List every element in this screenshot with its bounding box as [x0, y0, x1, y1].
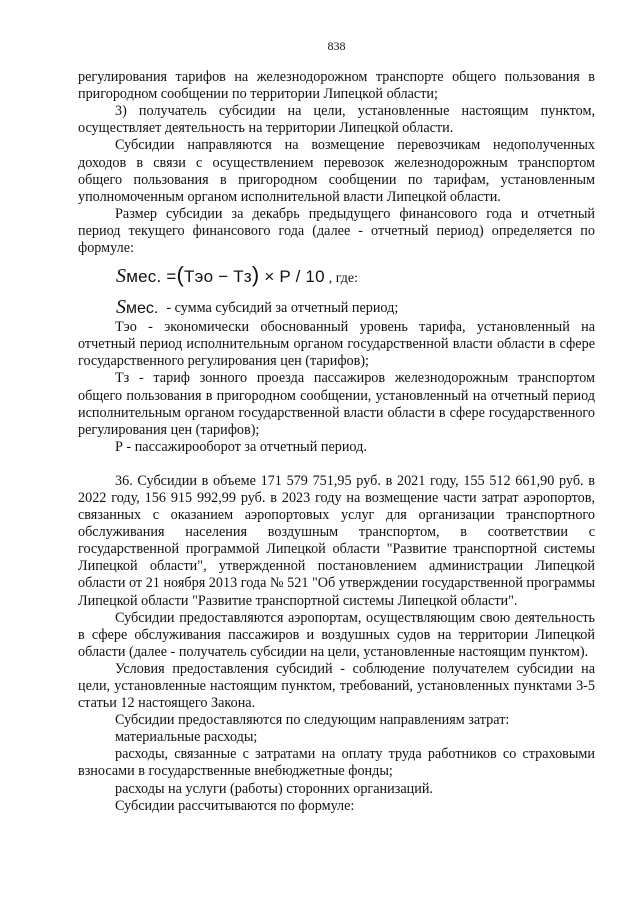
symbol-description: - сумма субсидий за отчетный период; — [166, 300, 399, 317]
formula-close: ) — [251, 261, 260, 287]
formula-rest: P / 10 — [279, 266, 325, 286]
formula-line — [78, 262, 595, 288]
definition-teo: Тэо - экономически обоснованный уровень тарифа, установленный на отчетный период исполнительным органом государственной власти области в сфере государственного регулирования цен (тарифов); — [78, 319, 595, 370]
subsidy-formula — [116, 261, 325, 287]
paragraph-continuation: регулирования тарифов на железнодорожном транспорте общего пользования в пригородном сообщении по территории Липецкой области; — [78, 69, 595, 103]
formula-times: × — [264, 266, 275, 286]
formula-open: ( — [176, 261, 184, 287]
paragraph-item-3: 3) получатель субсидии на цели, установленные настоящим пунктом, осуществляет деятельность на территории Липецкой области. — [78, 103, 595, 137]
formula-term1: Тэо — [183, 266, 214, 286]
paragraph-subsidy-purpose: Субсидии направляются на возмещение перевозчикам недополученных доходов в связи с осуществлением перевозок железнодорожным транспортом общего пользования в пригородном сообщении по тарифам, установленным уполномоченным органом исполнительной власти Липецкой области. — [78, 137, 595, 205]
list-item-services: расходы на услуги (работы) сторонних организаций. — [115, 780, 433, 797]
symbol-definition-line — [78, 293, 595, 317]
paragraph-subsidy-size: Размер субсидии за декабрь предыдущего финансового года и отчетный период текущего финансового года (далее - отчетный период) определяется по формуле: — [78, 205, 595, 257]
formula-eq: = — [166, 266, 177, 286]
page-number: 838 — [327, 39, 346, 53]
list-item-material: материальные расходы; — [115, 729, 258, 746]
symbol-smes — [116, 296, 159, 319]
list-item-labor: расходы, связанные с затратами на оплату труда работников со страховыми взносами в государственные внебюджетные фонды; — [78, 746, 595, 780]
formula-lhs-sub: мес. — [126, 266, 162, 286]
paragraph-directions: Субсидии предоставляются по следующим направлениям затрат: — [115, 712, 510, 729]
paragraph-conditions: Условия предоставления субсидий - соблюдение получателем субсидии на цели, установленные настоящим пунктом, требований, установленных пунктами 3-5 статьи 12 настоящего Закона. — [78, 660, 595, 712]
paragraph-calculation: Субсидии рассчитываются по формуле: — [115, 797, 355, 814]
formula-s-letter: S — [116, 264, 127, 287]
symbol-sub: мес. — [126, 300, 159, 318]
section-gap — [78, 456, 595, 473]
paragraph-item-36: 36. Субсидии в объеме 171 579 751,95 руб. в 2021 году, 155 512 661,90 руб. в 2022 году, 156 915 992,99 руб. в 2023 году на возмещение части затрат аэропортов, связанных с оказанием аэропортовых услуг для организации транспортного обслуживания населения воздушным транспортом, в соответствии с государственной программой Липецкой области "Развитие транспортной системы Липецкой области", утвержденной постановлением администрации Липецкой области от 21 ноября 2013 года № 521 "Об утверждении государственной программы Липецкой области "Развитие транспортной системы Липецкой области". — [78, 472, 595, 609]
definition-tz: Тз - тариф зонного проезда пассажиров железнодорожным транспортом общего пользования в пригородном сообщении, установленный на отчетный период исполнительным органом государственной власти области в сфере государственного регулирования цен (тарифов); — [78, 370, 595, 438]
definition-p: Р - пассажирооборот за отчетный период. — [115, 438, 367, 455]
document-page — [78, 38, 595, 815]
formula-minus: − — [213, 266, 234, 286]
formula-term2: Тз — [233, 266, 252, 286]
formula-tail: , где: — [328, 270, 359, 286]
symbol-s-letter: S — [116, 296, 126, 319]
paragraph-airports: Субсидии предоставляются аэропортам, осуществляющим свою деятельность в сфере обслуживания пассажиров и воздушных судов на территории Липецкой области (далее - получатель субсидии на цели, установленные настоящим пунктом). — [78, 609, 595, 660]
